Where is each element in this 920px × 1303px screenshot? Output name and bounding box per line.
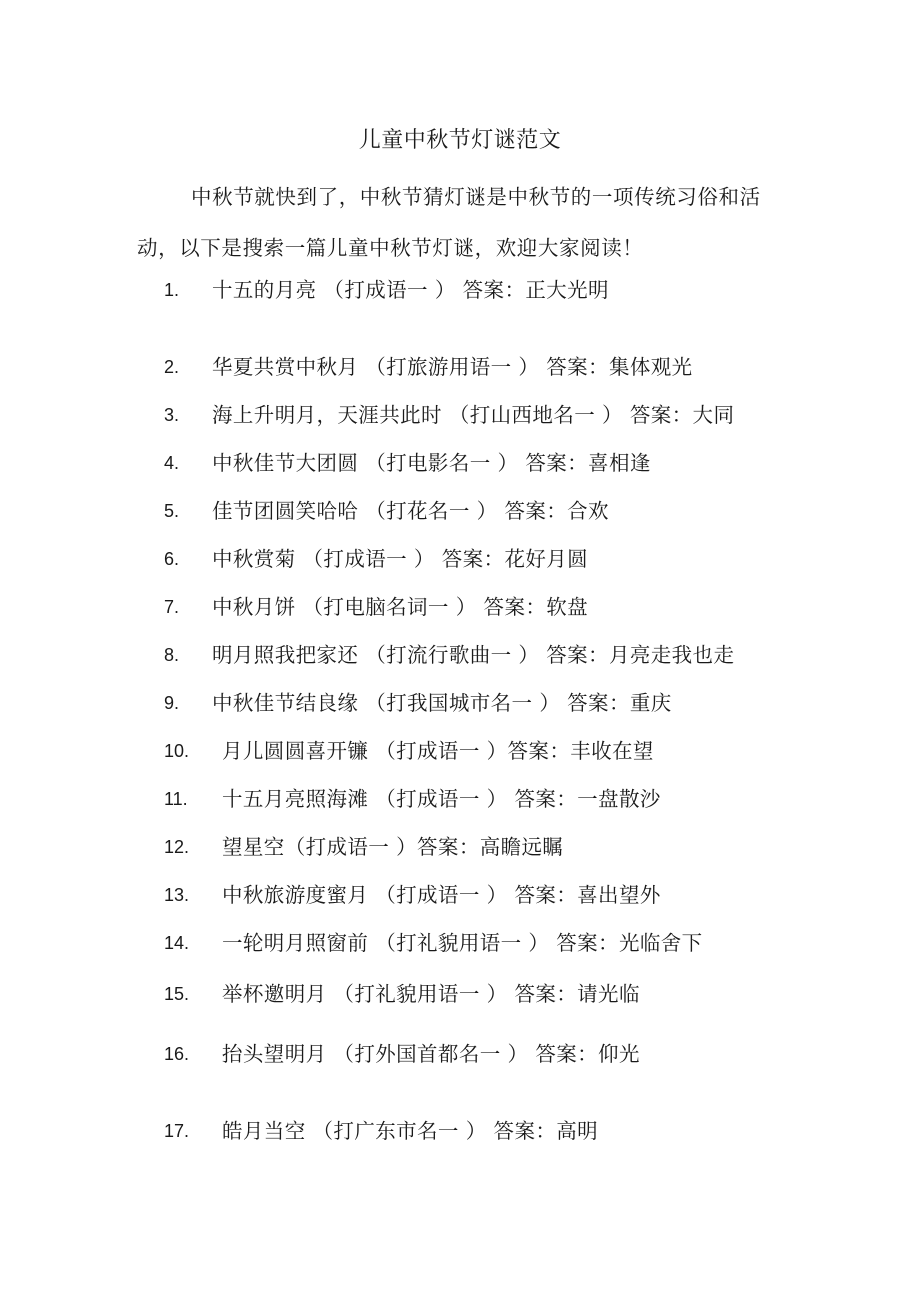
riddle-item xyxy=(0,592,920,622)
riddle-text: 月儿圆圆喜开镰 （打成语一 ）答案：丰收在望 xyxy=(222,739,654,763)
riddle-text: 十五的月亮 （打成语一 ） 答案：正大光明 xyxy=(212,278,609,302)
riddle-item xyxy=(0,640,920,670)
riddle-number: 8. xyxy=(164,645,180,665)
riddle-number: 3. xyxy=(164,405,180,425)
riddle-text: 皓月当空 （打广东市名一 ） 答案：高明 xyxy=(222,1119,599,1143)
document-title: 儿童中秋节灯谜范文 xyxy=(358,128,562,153)
intro-paragraph: 中秋节就快到了，中秋节猜灯谜是中秋节的一项传统习俗和活动，以下是搜索一篇儿童中秋节灯谜，欢迎大家阅读！ xyxy=(137,185,761,260)
riddle-text: 佳节团圆笑哈哈 （打花名一 ） 答案：合欢 xyxy=(212,499,609,523)
riddle-text: 明月照我把家还 （打流行歌曲一 ） 答案：月亮走我也走 xyxy=(212,643,735,667)
riddle-item xyxy=(0,736,920,766)
riddle-number: 2. xyxy=(164,357,180,377)
riddle-item xyxy=(0,544,920,574)
riddle-item xyxy=(0,448,920,478)
riddle-number: 14. xyxy=(164,933,190,953)
riddle-item xyxy=(0,352,920,382)
riddle-number: 5. xyxy=(164,501,180,521)
riddle-text: 海上升明月，天涯共此时 （打山西地名一 ） 答案：大同 xyxy=(212,403,735,427)
riddle-item xyxy=(0,979,920,1009)
riddle-number: 9. xyxy=(164,693,180,713)
riddle-item xyxy=(0,1116,920,1146)
riddle-number: 7. xyxy=(164,597,180,617)
riddle-number: 1. xyxy=(164,280,180,300)
riddle-text: 举杯邀明月 （打礼貌用语一 ） 答案：请光临 xyxy=(222,982,640,1006)
riddle-item xyxy=(0,1039,920,1069)
riddle-text: 中秋旅游度蜜月 （打成语一 ） 答案：喜出望外 xyxy=(222,883,661,907)
riddle-item xyxy=(0,275,920,305)
riddle-text: 中秋佳节结良缘 （打我国城市名一 ） 答案：重庆 xyxy=(212,691,672,715)
riddle-text: 十五月亮照海滩 （打成语一 ） 答案：一盘散沙 xyxy=(222,787,661,811)
riddle-item xyxy=(0,880,920,910)
riddle-number: 12. xyxy=(164,837,190,857)
riddle-text: 华夏共赏中秋月 （打旅游用语一 ） 答案：集体观光 xyxy=(212,355,693,379)
riddle-text: 一轮明月照窗前 （打礼貌用语一 ） 答案：光临舍下 xyxy=(222,931,703,955)
riddle-number: 16. xyxy=(164,1044,190,1064)
riddle-item xyxy=(0,688,920,718)
riddle-text: 中秋佳节大团圆 （打电影名一 ） 答案：喜相逢 xyxy=(212,451,651,475)
riddle-text: 中秋赏菊 （打成语一 ） 答案：花好月圆 xyxy=(212,547,589,571)
riddle-number: 10. xyxy=(164,741,190,761)
riddle-number: 15. xyxy=(164,984,190,1004)
riddle-item xyxy=(0,928,920,958)
riddle-text: 抬头望明月 （打外国首都名一 ） 答案：仰光 xyxy=(222,1042,640,1066)
riddle-item xyxy=(0,400,920,430)
riddle-item xyxy=(0,832,920,862)
riddle-item xyxy=(0,496,920,526)
riddle-number: 4. xyxy=(164,453,180,473)
riddle-item xyxy=(0,784,920,814)
riddle-number: 6. xyxy=(164,549,180,569)
riddle-number: 17. xyxy=(164,1121,190,1141)
riddle-number: 13. xyxy=(164,885,190,905)
riddle-text: 望星空（打成语一 ）答案：高瞻远瞩 xyxy=(222,835,564,859)
riddle-number: 11. xyxy=(164,789,188,809)
riddle-text: 中秋月饼 （打电脑名词一 ） 答案：软盘 xyxy=(212,595,589,619)
